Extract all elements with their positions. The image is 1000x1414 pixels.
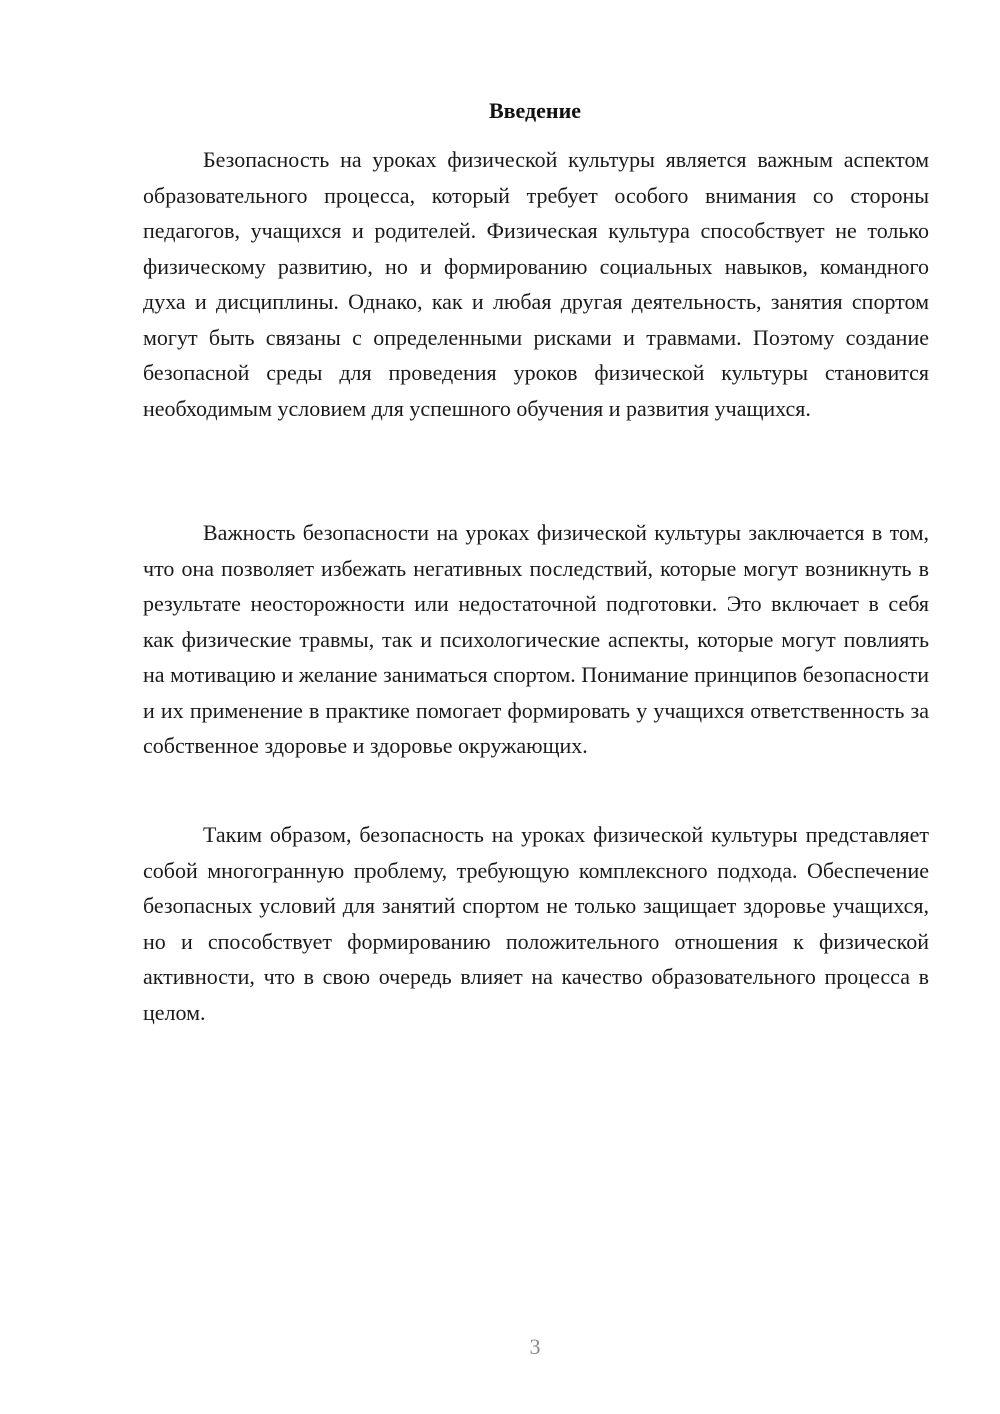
paragraph-conclusion: Таким образом, безопасность на уроках физической культуры представляет собой многогранную проблему, требующую комплексного подхода. Обеспечение безопасных условий для занятий спортом не только защищает здоровье учащихся, но и способствует формированию положительного отношения к физической активности, что в свою очередь влияет на качество образовательного процесса в целом. <box>143 822 929 1025</box>
page-number: 3 <box>529 1334 541 1359</box>
paragraph-importance: Важность безопасности на уроках физической культуры заключается в том, что она позволяет избежать негативных последствий, которые могут возникнуть в результате неосторожности или недостаточной подготовки. Это включает в себя как физические травмы, так и психологические аспекты, которые могут повлиять на мотивацию и желание заниматься спортом. Понимание принципов безопасности и их применение в практике помогает формировать у учащихся ответственность за собственное здоровье и здоровье окружающих. <box>143 520 929 758</box>
paragraph-intro: Безопасность на уроках физической культуры является важным аспектом образовательного процесса, который требует особого внимания со стороны педагогов, учащихся и родителей. Физическая культура способствует не только физическому развитию, но и формированию социальных навыков, командного духа и дисциплины. Однако, как и любая другая деятельность, занятия спортом могут быть связаны с определенными рисками и травмами. Поэтому создание безопасной среды для проведения уроков физической культуры становится необходимым условием для успешного обучения и развития учащихся. <box>143 147 929 421</box>
section-heading: Введение <box>488 98 582 123</box>
